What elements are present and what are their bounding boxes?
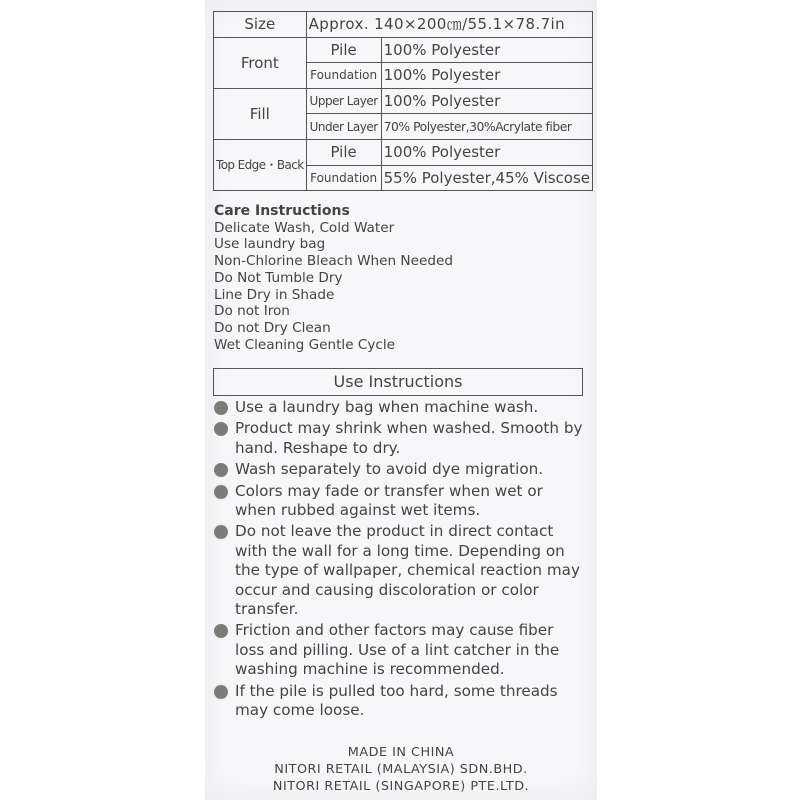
list-item — [213, 460, 585, 479]
company-malaysia: NITORI RETAIL (MALAYSIA) SDN.BHD. — [274, 762, 528, 778]
care-item: Do not Iron — [214, 303, 290, 320]
spec-table — [213, 11, 593, 191]
bullet-icon — [214, 525, 228, 539]
list-item — [213, 482, 585, 521]
fill-under-value: 70% Polyester,30%Acrylate fiber — [381, 114, 592, 140]
top-back-label: Top Edge・Back — [214, 139, 307, 190]
front-foundation-value: 100% Polyester — [381, 63, 592, 89]
list-item — [213, 419, 585, 458]
front-foundation-label: Foundation — [306, 63, 381, 89]
fill-upper-label: Upper Layer — [306, 88, 381, 114]
care-instructions — [214, 203, 453, 353]
care-item: Do not Dry Clean — [214, 319, 331, 336]
back-foundation-value: 55% Polyester,45% Viscose — [381, 165, 592, 191]
list-item-text: Do not leave the product in direct contact with the wall for a long time. Depending on the type of wallpaper, chemical reaction may occur and causing discoloration or color transfer. — [235, 522, 580, 619]
list-item-text: Colors may fade or transfer when wet or when rubbed against wet items. — [235, 481, 543, 520]
care-heading: Care Instructions — [214, 203, 350, 219]
list-item — [213, 621, 585, 679]
care-item: Line Dry in Shade — [214, 286, 335, 303]
bullet-icon — [214, 422, 228, 436]
size-label: Size — [214, 12, 307, 38]
list-item — [213, 398, 585, 417]
spec-row-size — [214, 12, 593, 38]
origin-text: MADE IN CHINA — [347, 745, 455, 760]
spec-row-fill-upper — [214, 88, 593, 114]
front-pile-label: Pile — [306, 37, 381, 63]
list-item — [213, 522, 585, 619]
spec-row-back-pile — [214, 139, 593, 165]
size-value: Approx. 140×200㎝/55.1×78.7in — [306, 12, 592, 38]
back-pile-value: 100% Polyester — [381, 139, 592, 165]
bullet-icon — [214, 463, 228, 477]
use-instructions-heading: Use Instructions — [213, 368, 583, 396]
bullet-icon — [214, 624, 228, 638]
bullet-icon — [214, 401, 228, 415]
company-singapore: NITORI RETAIL (SINGAPORE) PTE.LTD. — [272, 779, 530, 795]
list-item-text: Product may shrink when washed. Smooth by hand. Reshape to dry. — [235, 419, 583, 457]
back-foundation-label: Foundation — [306, 165, 381, 191]
fill-upper-value: 100% Polyester — [381, 88, 592, 114]
use-instructions-list — [213, 398, 585, 723]
fill-label: Fill — [214, 88, 307, 139]
care-item: Use laundry bag — [214, 236, 326, 253]
bullet-icon — [214, 485, 228, 499]
care-item: Non-Chlorine Bleach When Needed — [214, 253, 453, 270]
list-item-text: Friction and other factors may cause fiber loss and pilling. Use of a lint catcher in the washing machine is recommended. — [235, 621, 560, 679]
care-item: Delicate Wash, Cold Water — [214, 219, 395, 236]
front-label: Front — [214, 37, 307, 88]
manufacturer-info — [205, 744, 597, 796]
front-pile-value: 100% Polyester — [381, 37, 592, 63]
list-item-text: Wash separately to avoid dye migration. — [235, 460, 544, 479]
care-item: Wet Cleaning Gentle Cycle — [214, 336, 396, 353]
spec-row-front-pile — [214, 37, 593, 63]
bullet-icon — [214, 685, 228, 699]
list-item-text: Use a laundry bag when machine wash. — [235, 398, 539, 416]
list-item-text: If the pile is pulled too hard, some threads may come loose. — [235, 681, 558, 720]
list-item — [213, 682, 585, 721]
back-pile-label: Pile — [306, 139, 381, 165]
care-item: Do Not Tumble Dry — [214, 269, 343, 286]
fill-under-label: Under Layer — [306, 114, 381, 140]
